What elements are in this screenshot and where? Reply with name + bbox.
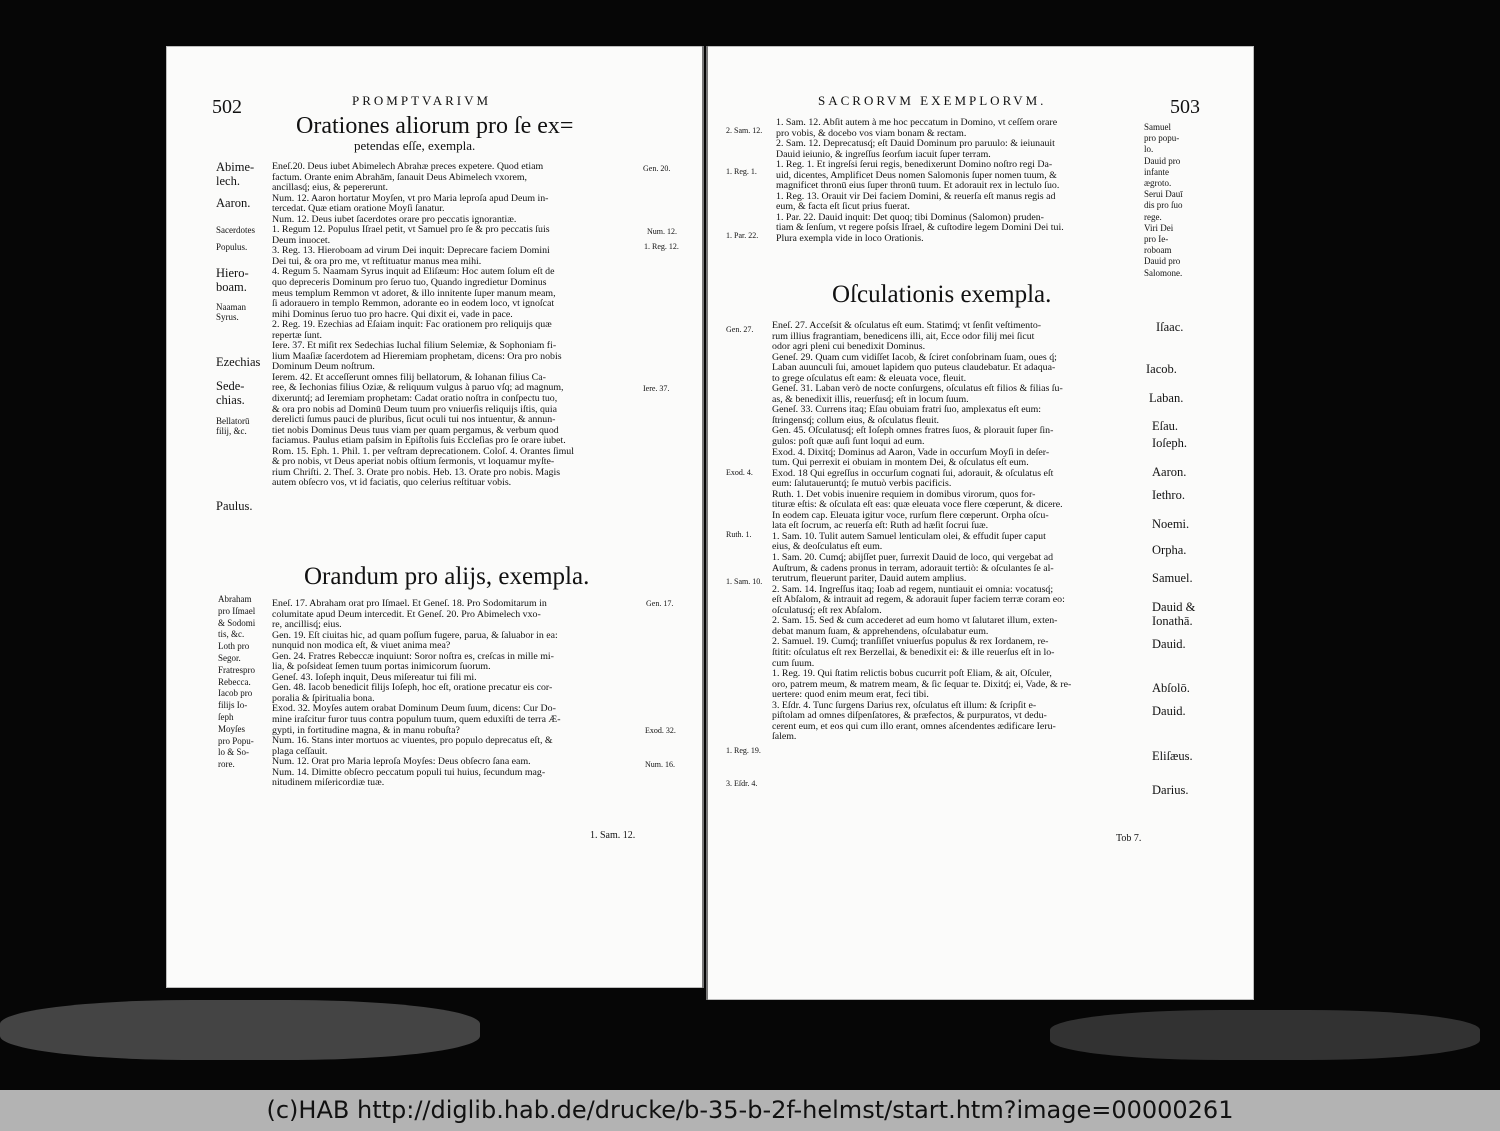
- text-line: Geneſ. 31. Laban verò de nocte conſurgens, oſculatus eſt filios & filias ſu-: [772, 384, 1063, 395]
- marginal-name-laban: Laban.: [1149, 391, 1184, 405]
- text-line: 1. Par. 22. Dauid inquit: Det quoq; tibi Dominus (Salomon) pruden-: [776, 212, 1044, 223]
- marginal-name-darius: Darius.: [1152, 783, 1189, 797]
- text-line: 2. Reg. 19. Ezechias ad Eſaiam inquit: Fac orationem pro reliquijs quæ: [272, 320, 552, 331]
- text-line: tum. Qui perrexit ei obuiam in montem Dei, & oſculatus eſt eum.: [772, 458, 1029, 469]
- text-line: factum. Orante enim Abrahām, ſanauit Deus Abimelech vxorem,: [272, 172, 528, 183]
- text-line: 3. Eſdr. 4. Tunc ſurgens Darius rex, oſculatus eſt illum: & ſcripſit e-: [772, 700, 1037, 711]
- text-line: Exod. 4. Dixitq́; Dominus ad Aaron, Vade in occurſum Moyſi in deſer-: [772, 447, 1050, 458]
- text-line: Ierem. 42. Et acceſſerunt omnes filij bellatorum, & Iohanan filius Ca-: [272, 372, 546, 383]
- text-line: nitudinem miſericordiæ tuæ.: [272, 778, 385, 789]
- marginal-notes-preces: Samuel pro popu- lo. Dauid pro infante ægroto. Serui Dauī dis pro ſuo rege. Viri Dei pro Ie- roboam Dauid pro Salomone.: [1144, 122, 1183, 278]
- citation-ruth1: Ruth. 1.: [726, 530, 752, 539]
- text-line: mine iraſcitur furor tuus contra populum tuum, quem eduxiſti de terra Æ-: [272, 715, 561, 726]
- text-line: oro, patrem meum, & matrem meam, & ſic ſequar te. Dixitq́; ei, Vade, & re-: [772, 679, 1072, 690]
- text-line: Gen. 45. Oſculatusq́; eſt Ioſeph omnes fratres ſuos, & plorauit ſuper ſin-: [772, 426, 1054, 437]
- right-page: [706, 46, 1254, 1000]
- text-line: tiet nobis Dominus Deus tuus viam per quam pergamus, & verbum quod: [272, 425, 559, 436]
- text-line: uertere: quod enim meum erat, feci tibi.: [772, 690, 929, 701]
- marginal-note: [216, 161, 254, 188]
- text-line: Geneſ. 33. Currens itaq; Eſau obuiam fratri ſuo, amplexatus eſt eum:: [772, 405, 1042, 416]
- text-line: ſtringensq́; collum eius, & oſculatus fleuit.: [772, 415, 940, 426]
- text-line: Rom. 15. Eph. 1. Phil. 1. per veſtram deprecationem. Coloſ. 4. Orantes ſimul: [272, 446, 574, 457]
- text-line: Dei tui, & ora pro me, vt reſtituatur manus mea mihi.: [272, 256, 482, 267]
- marginal-name-isaac: Iſaac.: [1156, 320, 1184, 334]
- marginal-name-ioseph: Ioſeph.: [1152, 436, 1188, 450]
- text-line: Deum inuocet.: [272, 235, 331, 246]
- text-line: lia, & poſsideat ſemen tuum portas inimicorum ſuorum.: [272, 662, 491, 673]
- marginal-notes-orandum: Abraham pro Iſmael & Sodomi tis, &c. Loth pro Segor. Fratrespro Rebecca. Iacob pro filijs Io- ſeph Moyſes pro Popu- lo & So- rore.: [218, 594, 256, 770]
- text-line: ſi adorauero in templo Remmon, adorante eo in eodem loco, vt ignoſcat: [272, 299, 555, 310]
- text-line: derelicti ſumus pauci de pluribus, ſicut oculi tui nos intuentur, & annun-: [272, 415, 556, 426]
- text-line: 1. Sam. 10. Tulit autem Samuel lenticulam olei, & effudit ſuper caput: [772, 531, 1046, 542]
- text-line: gypti, in fortitudine magna, & in manu robuſta?: [272, 725, 460, 736]
- section-text-preces: [776, 118, 1142, 245]
- text-line: eum: ſalutaueruntq́; ſe mutuò verbis pacificis.: [772, 479, 952, 490]
- citation-1par22: 1. Par. 22.: [726, 231, 759, 240]
- text-line: gulos: poſt quæ auſi ſunt loqui ad eum.: [772, 437, 925, 448]
- marginal-name-sedechias: Sede- chias.: [216, 379, 245, 407]
- citation-num12: Num. 12.: [647, 227, 677, 236]
- text-line: Eneſ. 27. Acceſsit & oſculatus eſt eum. Statimq́; vt ſenſit veſtimento-: [772, 321, 1042, 331]
- running-head: SACRORVM EXEMPLORVM.: [818, 93, 1047, 108]
- citation-iere37: Iere. 37.: [643, 384, 670, 393]
- scan-edge-noise: [1050, 1010, 1480, 1060]
- text-line: Num. 14. Dimitte obſecro peccatum populi tui huius, ſecundum mag-: [272, 767, 546, 778]
- text-line: eius, & deoſculatus eſt eum.: [772, 542, 883, 553]
- text-line: Num. 16. Stans inter mortuos ac viuentes, pro populo deprecatus eſt, &: [272, 736, 553, 747]
- text-line: Eneſ. 17. Abraham orat pro Iſmael. Et Geneſ. 18. Pro Sodomitarum in: [272, 599, 547, 609]
- text-line: eſt Abſalom, & intrauit ad regem, & adorauit ſuper faciem terræ coram eo:: [772, 595, 1065, 606]
- text-line: 1. Reg. 13. Orauit vir Dei faciem Domini, & reuerſa eſt manus regis ad: [776, 191, 1056, 202]
- text-line: eum, & facta eſt ſicut prius fuerat.: [776, 202, 910, 213]
- text-line: Gen. 19. Eſt ciuitas hic, ad quam poſſum fugere, parua, & ſaluabor in ea:: [272, 630, 558, 641]
- text-line: 1. Reg. 1. Et ingreſsi ſerui regis, benedixerunt Domino noſtro regi Da-: [776, 160, 1053, 171]
- text-line: tituræ eſtis: & oſculata eſt eas: quæ eleuata voce flere cœperunt, & dicere.: [772, 500, 1063, 511]
- text-line: oſculatusq́; eſt rex Abſalom.: [772, 605, 882, 616]
- text-line: Dominum Deum noſtrum.: [272, 362, 375, 373]
- marginal-name-dauid: Dauid.: [1152, 637, 1186, 651]
- citation-exod4: Exod. 4.: [726, 468, 753, 477]
- citation-gen20: Gen. 20.: [643, 164, 671, 173]
- text-line: Laban auunculi ſui, amouet lapidem quo puteus claudebatur. Et adaqua-: [772, 363, 1056, 374]
- page-number: 503: [1170, 96, 1200, 118]
- text-line: In eodem cap. Eleuata igitur voce, rurſum flere cœperunt. Orpha oſcu-: [772, 510, 1049, 521]
- text-line: 2. Sam. 12. Deprecatusq́; eſt Dauid Dominum pro paruulo: & ieiunauit: [776, 139, 1055, 150]
- text-line: lata eſt ſocrum, ac reuerſa eſt: Ruth ad hæſit ſocrui ſuæ.: [772, 521, 989, 532]
- citation-1reg1: 1. Reg. 1.: [726, 167, 757, 176]
- marginal-name-sacerdotes: Sacerdotes: [216, 225, 255, 235]
- catchword: 1. Sam. 12.: [590, 830, 636, 841]
- text-line: pro vobis, & docebo vos viam bonam & rectam.: [776, 128, 967, 139]
- section-text-orationes: [272, 162, 676, 489]
- text-line: Gen. 24. Fratres Rebeccæ inquiunt: Soror noſtra es, creſcas in mille mi-: [272, 651, 554, 662]
- text-line: 2. Sam. 15. Sed & cum accederet ad eum homo vt ſalutaret illum, exten-: [772, 616, 1058, 627]
- text-line: ree, & Iechonias filius Oziæ, & reliquum vulgus à paruo vſq; ad magnum,: [272, 383, 564, 394]
- text-line: 1. Regum 12. Populus Iſrael petit, vt Samuel pro ſe & pro peccatis ſuis: [272, 225, 550, 236]
- marginal-name-ezechias: Ezechias: [216, 355, 261, 369]
- text-line: Num. 12. Orat pro Maria leproſa Moyſes: Deus obſecro ſana eam.: [272, 757, 531, 768]
- text-line: Exod. 18 Qui egreſſus in occurſum cognati ſui, adorauit, & oſculatus eſt: [772, 468, 1054, 479]
- page-number: 502: [212, 96, 242, 118]
- marginal-name-populus: Populus.: [216, 242, 248, 252]
- citation-1sam10: 1. Sam. 10.: [726, 577, 763, 586]
- section-text-orandum: [272, 599, 676, 789]
- marginal-name-orpha: Orpha.: [1152, 543, 1187, 557]
- text-line: Plura exempla vide in loco Orationis.: [776, 234, 924, 245]
- text-line: odor agri pleni cui benedixit Dominus.: [772, 342, 926, 353]
- marginal-name-hieroboam: Hiero- boam.: [216, 266, 249, 294]
- text-line: rium Chriſti. 2. Theſ. 3. Orate pro nobis. Heb. 13. Orate pro nobis. Magis: [272, 467, 561, 478]
- citation-2sam12: 2. Sam. 12.: [726, 126, 763, 135]
- text-line: ancillasq́; eius, & pepererunt.: [272, 183, 388, 194]
- marginal-name-absolon: Abſolō.: [1152, 681, 1190, 695]
- citation-gen17: Gen. 17.: [646, 599, 674, 608]
- text-line: Exod. 32. Moyſes autem orabat Dominum Deum ſuum, dicens: Cur Do-: [272, 704, 556, 715]
- text-line: tiam & ſenſum, vt regere poſsis Iſrael, & cuſtodire legem Domini Dei tui.: [776, 223, 1064, 234]
- scan-edge-noise: [0, 1000, 480, 1060]
- text-line: to grege oſculatus eſt eam: & eleuata voce, fleuit.: [772, 373, 967, 384]
- text-line: 1. Reg. 19. Qui ſtatim relictis bobus cucurrit poſt Eliam, & ait, Oſculer,: [772, 669, 1052, 680]
- catchword: Tob 7.: [1116, 833, 1142, 844]
- marginal-name-iethro: Iethro.: [1152, 488, 1185, 502]
- text-line: nunquid non modica eſt, & viuet anima mea?: [272, 641, 451, 652]
- marginal-name-iacob: Iacob.: [1146, 362, 1177, 376]
- text-line: Num. 12. Deus iubet ſacerdotes orare pro peccatis ignorantiæ.: [272, 214, 517, 225]
- text-line: Num. 12. Aaron hortatur Moyſen, vt pro Maria leproſa apud Deum in-: [272, 193, 549, 204]
- text-line: plaga ceſſauit.: [272, 746, 328, 757]
- citation-reg12: 1. Reg. 12.: [644, 242, 679, 251]
- text-line: Eneſ.20. Deus iubet Abimelech Abrahæ preces expetere. Quod etiam: [272, 162, 544, 172]
- text-line: columitate apud Deum intercedit. Et Geneſ. 20. Pro Abimelech vxo-: [272, 609, 541, 620]
- section-text-osculationis: [772, 321, 1146, 743]
- text-line: Dauid ieiunio, & ingreſſus ſeorſum iacuit ſuper terram.: [776, 149, 991, 160]
- text-line: ſtitit: oſculatus eſt rex Berzellai, & benedixit ei: & ille reuerſus eſt in lo-: [772, 647, 1055, 658]
- text-line: Ruth. 1. Det vobis inuenire requiem in domibus virorum, quos for-: [772, 489, 1036, 500]
- citation-num16: Num. 16.: [645, 760, 675, 769]
- running-head: PROMPTVARIVM: [352, 93, 492, 108]
- section-title: Oſculationis exempla.: [832, 281, 1052, 308]
- text-line: 1. Sam. 12. Abſit autem à me hoc peccatum in Domino, vt ceſſem orare: [776, 118, 1058, 128]
- text-line: Geneſ. 43. Ioſeph inquit, Deus miſereatur tui fili mi.: [272, 672, 477, 683]
- text-line: mihi Dominus ſeruo tuo pro hacre. Qui dixit ei, vade in pace.: [272, 309, 513, 320]
- text-line: lium Maaſiæ ſacerdotem ad Hieremiam prophetam, dicens: Ora pro nobis: [272, 351, 562, 362]
- citation-3esdr4: 3. Eſdr. 4.: [726, 779, 758, 788]
- text-line: re, ancillisq́; eius.: [272, 620, 342, 631]
- text-line: quo depreceris Dominum pro ſeruo tuo, Quando ingredietur Dominus: [272, 278, 547, 289]
- page-gutter-edge: [706, 46, 708, 1000]
- text-line: uid, dicentes, Amplificet Deus nomen Salomonis ſuper nomen tuum, &: [776, 170, 1057, 181]
- marginal-name-dauid-ionatha: Dauid & Ionathā.: [1152, 600, 1196, 628]
- citation-1reg19: 1. Reg. 19.: [726, 746, 761, 755]
- text-line: Auſtrum, & cadens pronus in terram, adorauit tertiò: & oſculantes ſe al-: [772, 563, 1054, 574]
- text-line: faciamus. Paulus etiam paſsim in Epiſtolis ſuis Eccleſias pro ſe orare iubet.: [272, 436, 566, 447]
- text-line: rum illius fragrantiam, benedicens illi, ait, Ecce odor filij mei ſicut: [772, 331, 1035, 342]
- marginal-name-aaron: Aaron.: [1152, 465, 1187, 479]
- marginal-name-elisaeus: Eliſæus.: [1152, 749, 1193, 763]
- text-line: repertæ ſunt.: [272, 330, 322, 341]
- text-line: Iere. 37. Et miſit rex Sedechias Iuchal filium Selemiæ, & Sophoniam fi-: [272, 341, 557, 352]
- text-line: 4. Regum 5. Naamam Syrus inquit ad Eliſæum: Hoc autem ſolum eſt de: [272, 267, 555, 278]
- citation-gen27: Gen. 27.: [726, 325, 754, 334]
- text-line: tercedat. Quæ etiam oratione Moyſi ſanatur.: [272, 204, 445, 215]
- text-line: & pro nobis, vt Deus aperiat nobis oſtium ſermonis, vt loquamur myſte-: [272, 457, 555, 468]
- left-page: [166, 46, 704, 988]
- text-line: 1. Sam. 20. Cumq́; abijſſet puer, ſurrexit Dauid de loco, qui vergebat ad: [772, 553, 1054, 564]
- page-gutter-edge: [702, 46, 704, 988]
- text-line: poralia & ſpiritualia bona.: [272, 693, 375, 704]
- marginal-name-esau: Eſau.: [1152, 419, 1179, 433]
- text-line: 2. Sam. 14. Ingreſſus itaq; Ioab ad regem, nuntiauit ei omnia: vocatusq́;: [772, 584, 1054, 595]
- section-title: Orandum pro alijs, exempla.: [304, 563, 590, 590]
- marginal-name-abimelech: Abime- lech.: [216, 160, 255, 188]
- text-line: & ora pro nobis ad Dominū Deum tuum pro vniuerſis reliquijs iſtis, quia: [272, 404, 557, 415]
- text-line: magnificet thronū eius ſuper thronū tuum. Et adorauit rex in lectulo ſuo.: [776, 181, 1060, 192]
- marginal-name-paulus: Paulus.: [216, 499, 253, 513]
- text-line: Geneſ. 29. Quam cum vidiſſet Iacob, & ſciret conſobrinam ſuam, oues q́;: [772, 352, 1057, 363]
- marginal-name-aaron: Aaron.: [216, 196, 251, 210]
- citation-exod32: Exod. 32.: [645, 726, 676, 735]
- text-line: ſalem.: [772, 732, 797, 743]
- text-line: 2. Samuel. 19. Cumq́; tranſiſſet vniuerſus populus & rex Iordanem, re-: [772, 637, 1049, 648]
- text-line: meus templum Remmon vt adoret, & illo innitente ſuper manum meam,: [272, 288, 556, 299]
- marginal-name-samuel: Samuel.: [1152, 571, 1193, 585]
- marginal-name-bellatorum: Bellatorū filij, &c.: [216, 416, 250, 436]
- text-line: 3. Reg. 13. Hieroboam ad virum Dei inquit: Deprecare faciem Domini: [272, 246, 550, 257]
- section-title: Orationes aliorum pro ſe ex=: [296, 113, 574, 139]
- marginal-name-dauid-2: Dauid.: [1152, 704, 1186, 718]
- text-line: piſtolam ad omnes diſpenſatores, & præfectos, & purpuratos, vt dedu-: [772, 711, 1047, 722]
- marginal-name-naaman: Naaman Syrus.: [216, 302, 246, 322]
- section-subtitle: petendas eſſe, exempla.: [354, 138, 476, 153]
- text-line: cerent eum, et eos qui cum illo erant, omnes aſcendentes ædificare Ieru-: [772, 721, 1056, 732]
- text-line: debat manum ſuam, & apprehendens, oſculabatur eum.: [772, 626, 989, 637]
- text-line: cum ſuum.: [772, 658, 815, 669]
- marginal-name-noemi: Noemi.: [1152, 517, 1190, 531]
- text-line: Gen. 48. Iacob benedicit filijs Ioſeph, hoc eſt, oratione precatur eis cor-: [272, 683, 553, 694]
- text-line: terutrum, fleuerunt pariter, Dauid autem amplius.: [772, 574, 967, 585]
- text-line: autem obſecro vos, vt id faciatis, quo celerius reſtituar vobis.: [272, 478, 512, 489]
- text-line: dixeruntq́; ad Ieremiam prophetam: Cadat oratio noſtra in conſpectu tuo,: [272, 394, 558, 405]
- copyright-footer: (c)HAB http://diglib.hab.de/drucke/b-35-b-2f-helmst/start.htm?image=00000261: [0, 1090, 1500, 1131]
- text-line: as, & benedixit illis, reuerſusq́; eſt in locum ſuum.: [772, 394, 969, 405]
